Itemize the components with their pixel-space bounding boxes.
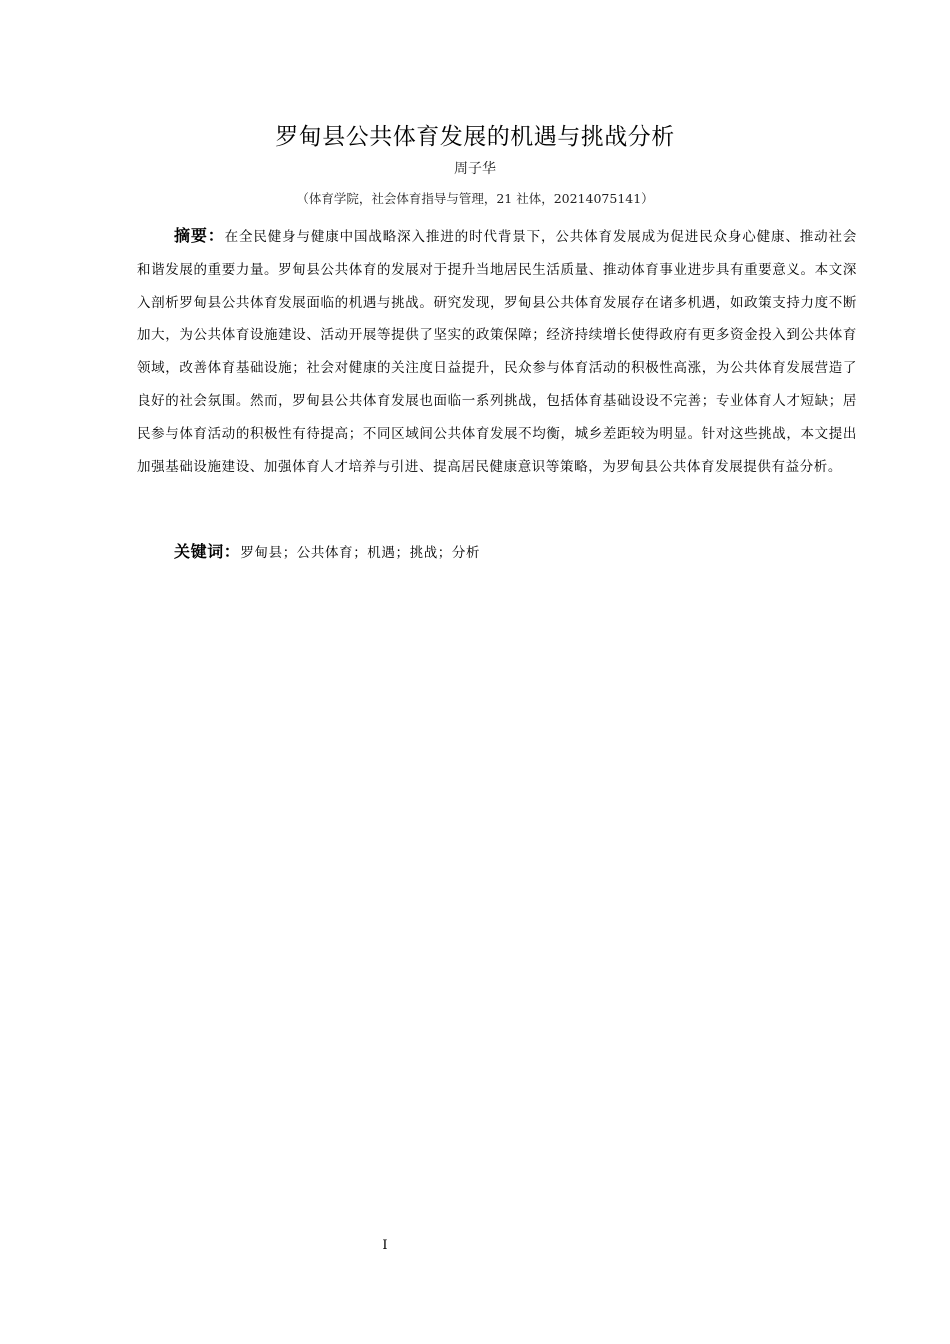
author-affiliation: （体育学院，社会体育指导与管理，21 社体，20214075141） <box>296 191 654 206</box>
keywords-paragraph <box>137 536 857 569</box>
paper-title: 罗甸县公共体育发展的机遇与挑战分析 <box>275 124 675 150</box>
abstract-paragraph <box>137 220 857 483</box>
page-number: I <box>382 1238 388 1253</box>
keywords-text: 罗甸县；公共体育；机遇；挑战；分析 <box>240 545 481 561</box>
abstract-label: 摘要： <box>174 226 225 245</box>
author-name: 周子华 <box>454 161 496 177</box>
keywords-label: 关键词： <box>174 542 241 561</box>
abstract-text: 在全民健身与健康中国战略深入推进的时代背景下，公共体育发展成为促进民众身心健康、推动社会和谐发展的重要力量。罗甸县公共体育的发展对于提升当地居民生活质量、推动体育事业进步具有重要意义。本文深入剖析罗甸县公共体育发展面临的机遇与挑战。研究发现，罗甸县公共体育发展存在诸多机遇，如政策支持力度不断加大，为公共体育设施建设、活动开展等提供了坚实的政策保障；经济持续增长使得政府有更多资金投入到公共体育领域，改善体育基础设施；社会对健康的关注度日益提升，民众参与体育活动的积极性高涨，为公共体育发展营造了良好的社会氛围。然而，罗甸县公共体育发展也面临一系列挑战，包括体育基础设设不完善；专业体育人才短缺；居民参与体育活动的积极性有待提高；不同区域间公共体育发展不均衡，城乡差距较为明显。针对这些挑战，本文提出加强基础设施建设、加强体育人才培养与引进、提高居民健康意识等策略，为罗甸县公共体育发展提供有益分析。 <box>137 229 857 475</box>
